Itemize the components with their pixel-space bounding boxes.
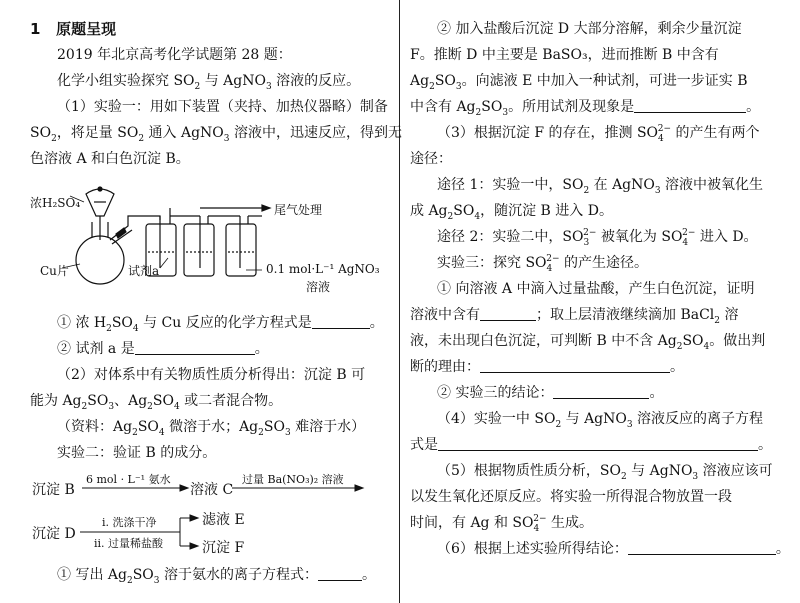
text-seg: 成 Ag xyxy=(410,203,448,219)
r-line-12: 溶液中含有 ；取上层清液继续滴加 BaCl$_2$ 溶 xyxy=(410,307,739,326)
answer-blank[interactable] xyxy=(628,540,776,555)
text-seg: 与 AgNO xyxy=(561,411,627,427)
text-seg: 溶液中被氧化生 xyxy=(660,177,764,193)
r-line-20: 时间，有 Ag 和 $SO_4^{2-}$ 生成。 xyxy=(410,514,593,534)
text-seg: SO xyxy=(682,333,704,349)
text-seg: SO xyxy=(481,99,503,115)
text-seg: 生成。 xyxy=(546,515,593,531)
text-seg: 断的理由： xyxy=(410,359,480,375)
agno3-label: 0.1 mol·L⁻¹ AgNO₃ xyxy=(266,262,380,276)
text-seg: 途径 1：实验一中，SO xyxy=(437,177,584,193)
text-seg: 溶液的反应。 xyxy=(271,73,361,89)
question-2 xyxy=(57,340,269,358)
text-seg: SO xyxy=(137,419,159,435)
r-line-19: 以发生氧化还原反应。将实验一所得混合物放置一段 xyxy=(410,489,732,505)
text-seg: ② 试剂 a 是 xyxy=(57,341,135,357)
r-line-7: 途径 1：实验一中，$SO_2$ 在 AgNO$_3$ 溶液中被氧化生 xyxy=(437,177,764,196)
r-line-15 xyxy=(437,384,663,402)
text-seg: ② 实验三的结论： xyxy=(437,385,554,401)
text-seg: 。 xyxy=(649,385,664,401)
text-seg: （5）根据物质性质分析，SO xyxy=(437,463,621,479)
precipitate-f: 沉淀 F xyxy=(202,540,245,556)
answer-blank[interactable] xyxy=(318,566,362,581)
r-line-2: F。推断 D 中主要是 BaSO₃，进而推断 B 中含有 xyxy=(410,47,719,63)
part2-line2: 能为 $Ag_2SO_3$、$Ag_2SO_4$ 或二者混合物。 xyxy=(30,393,283,412)
part2-line1: （2）对体系中有关物质性质分析得出：沉淀 B 可 xyxy=(57,367,366,383)
text-seg: 溶于氨水的离子方程式： xyxy=(159,567,318,583)
r-line-8: 成 $Ag_2SO_4$，随沉淀 B 进入 D。 xyxy=(410,203,613,222)
text-seg: SO xyxy=(30,125,52,141)
r-line-21 xyxy=(437,540,790,558)
r-line-5: （3）根据沉淀 F 的存在，推测 $SO_4^{2-}$ 的产生有两个 xyxy=(437,124,760,144)
text-seg: 。 xyxy=(369,315,384,331)
part1-line3: 色溶液 A 和白色沉淀 B。 xyxy=(30,151,190,167)
wash-bottle-2 xyxy=(184,224,214,276)
answer-blank[interactable] xyxy=(438,436,758,451)
r-line-13: 液，未出现白色沉淀，可判断 B 中不含 $Ag_2SO_4$。做出判 xyxy=(410,333,766,352)
text-seg: SO xyxy=(434,73,456,89)
wash-step: i. 洗涤干净 xyxy=(102,516,157,529)
r-line-14 xyxy=(410,358,684,376)
text-seg: 式是 xyxy=(410,437,438,453)
solution-c: 溶液 C xyxy=(190,482,234,498)
text-seg: 与 AgNO xyxy=(626,463,693,479)
experiment-2-title: 实验二：验证 B 的成分。 xyxy=(57,445,217,461)
problem-intro: 化学小组实验探究 $SO_2$ 与 AgNO$_3$ 溶液的反应。 xyxy=(57,73,361,92)
text-seg: 溶液中，迅速反应，得到无 xyxy=(229,125,402,141)
text-seg: （资料：Ag xyxy=(57,419,133,435)
text-seg: ；取上层清液继续滴加 BaCl xyxy=(536,307,715,323)
solution-label: 溶液 xyxy=(306,280,331,294)
text-seg: 。向滤液 E 中加入一种试剂，可进一步证实 B xyxy=(461,73,748,89)
question-1: ① 浓 $H_2SO_4$ 与 Cu 反应的化学方程式是 。 xyxy=(57,315,384,334)
acid-step: ii. 过量稀盐酸 xyxy=(94,537,164,550)
r-line-11: ① 向溶液 A 中滴入过量盐酸，产生白色沉淀，证明 xyxy=(437,281,755,297)
column-divider xyxy=(399,0,400,603)
r-line-1: ② 加入盐酸后沉淀 D 大部分溶解，剩余少量沉淀 xyxy=(437,21,742,37)
r-line-4: 中含有 $Ag_2SO_3$。所用试剂及现象是 。 xyxy=(410,99,761,118)
text-seg: 难溶于水） xyxy=(290,419,366,435)
text-seg: ① 浓 H xyxy=(57,315,107,331)
text-seg: 的产生途径。 xyxy=(559,255,648,271)
ammonia-reagent: 6 mol · L⁻¹ 氨水 xyxy=(86,473,171,486)
text-seg: ① 写出 Ag xyxy=(57,567,127,583)
text-seg: 途径 2：实验二中，SO xyxy=(437,229,584,245)
text-seg: 微溶于水；Ag xyxy=(164,419,259,435)
part1-line1: （1）实验一：用如下装置（夹持、加热仪器略）制备 xyxy=(57,99,388,115)
reagent-a-label: 试剂a xyxy=(128,264,160,278)
text-seg: 化学小组实验探究 SO xyxy=(57,73,195,89)
answer-blank[interactable] xyxy=(312,314,370,329)
precipitate-b: 沉淀 B xyxy=(32,482,75,498)
text-seg: （4）实验一中 SO xyxy=(437,411,556,427)
answer-blank[interactable] xyxy=(634,98,746,113)
copper-label: Cu片 xyxy=(40,264,69,278)
text-seg: 在 AgNO xyxy=(589,177,655,193)
text-seg: 的产生有两个 xyxy=(671,125,760,141)
text-seg: SO xyxy=(152,393,174,409)
answer-blank[interactable] xyxy=(553,384,649,399)
text-seg: 被氧化为 SO xyxy=(596,229,683,245)
text-seg: 溶液应该可 xyxy=(698,463,773,479)
r-line-18: （5）根据物质性质分析，$SO_2$ 与 AgNO$_3$ 溶液应该可 xyxy=(437,463,773,482)
text-seg: SO xyxy=(87,393,109,409)
text-seg: 实验三：探究 SO xyxy=(437,255,547,271)
text-seg: 。 xyxy=(670,359,684,375)
filtrate-e: 滤液 E xyxy=(202,512,245,528)
text-seg: 。 xyxy=(746,99,761,115)
r-line-16: （4）实验一中 $SO_2$ 与 AgNO$_3$ 溶液反应的离子方程 xyxy=(437,411,764,430)
reference-note: （资料：$Ag_2SO_4$ 微溶于水；$Ag_2SO_3$ 难溶于水） xyxy=(57,419,366,438)
text-seg: 。 xyxy=(775,541,790,557)
text-seg: ，随沉淀 B 进入 D。 xyxy=(480,203,613,219)
text-seg: 时间，有 Ag 和 SO xyxy=(410,515,534,531)
problem-source: 2019 年北京高考化学试题第 28 题： xyxy=(57,47,292,63)
text-seg: 能为 Ag xyxy=(30,393,82,409)
r-line-9: 途径 2：实验二中，$SO_3^{2-}$ 被氧化为 $SO_4^{2-}$ 进入 D。 xyxy=(437,228,758,248)
text-seg: SO xyxy=(453,203,475,219)
section-title: 原题呈现 xyxy=(56,20,117,38)
reaction-bottle xyxy=(226,224,256,276)
text-seg: （3）根据沉淀 F 的存在，推测 SO xyxy=(437,125,659,141)
text-seg: 进入 D。 xyxy=(695,229,758,245)
part1-line2: $SO_2$，将足量 $SO_2$ 通入 AgNO$_3$ 溶液中，迅速反应，得到无 xyxy=(30,125,402,144)
text-seg: 。做出判 xyxy=(709,333,766,349)
r-line-10: 实验三：探究 $SO_4^{2-}$ 的产生途径。 xyxy=(437,254,648,274)
text-seg: 。 xyxy=(254,341,269,357)
question-3: ① 写出 $Ag_2SO_3$ 溶于氨水的离子方程式： 。 xyxy=(57,567,376,586)
text-seg: 、Ag xyxy=(114,393,148,409)
answer-blank[interactable] xyxy=(135,340,255,355)
text-seg: 与 Cu 反应的化学方程式是 xyxy=(138,315,312,331)
answer-blank[interactable] xyxy=(480,358,670,373)
r-line-6: 途径： xyxy=(410,151,452,167)
text-seg: 溶液中含有 xyxy=(410,307,480,323)
text-seg: 。 xyxy=(758,437,772,453)
acid-label: 浓H₂SO₄ xyxy=(30,196,81,210)
tail-gas-label: 尾气处理 xyxy=(274,203,323,217)
section-heading xyxy=(30,20,116,38)
barium-nitrate-reagent: 过量 Ba(NO₃)₂ 溶液 xyxy=(242,473,344,486)
precipitate-d: 沉淀 D xyxy=(32,526,76,542)
text-seg: 通入 AgNO xyxy=(144,125,224,141)
text-seg: （6）根据上述实验所得结论： xyxy=(437,541,628,557)
text-seg: SO xyxy=(263,419,285,435)
text-seg: Ag xyxy=(410,73,430,89)
text-seg: 或二者混合物。 xyxy=(179,393,283,409)
text-seg: ，将足量 SO xyxy=(56,125,139,141)
flask-body xyxy=(76,236,124,284)
r-line-3: $Ag_2SO_3$。向滤液 E 中加入一种试剂，可进一步证实 B xyxy=(410,73,748,92)
text-seg: 。所用试剂及现象是 xyxy=(508,99,635,115)
text-seg: 与 AgNO xyxy=(200,73,266,89)
text-seg: SO xyxy=(132,567,154,583)
text-seg: 。 xyxy=(361,567,376,583)
text-seg: 溶 xyxy=(720,307,739,323)
text-seg: 中含有 Ag xyxy=(410,99,476,115)
text-seg: 液，未出现白色沉淀，可判断 B 中不含 Ag xyxy=(410,333,677,349)
text-seg: SO xyxy=(111,315,133,331)
text-seg: 溶液反应的离子方程 xyxy=(632,411,764,427)
r-line-17 xyxy=(410,436,772,454)
section-number: 1 xyxy=(30,20,41,38)
answer-blank[interactable] xyxy=(480,306,536,321)
